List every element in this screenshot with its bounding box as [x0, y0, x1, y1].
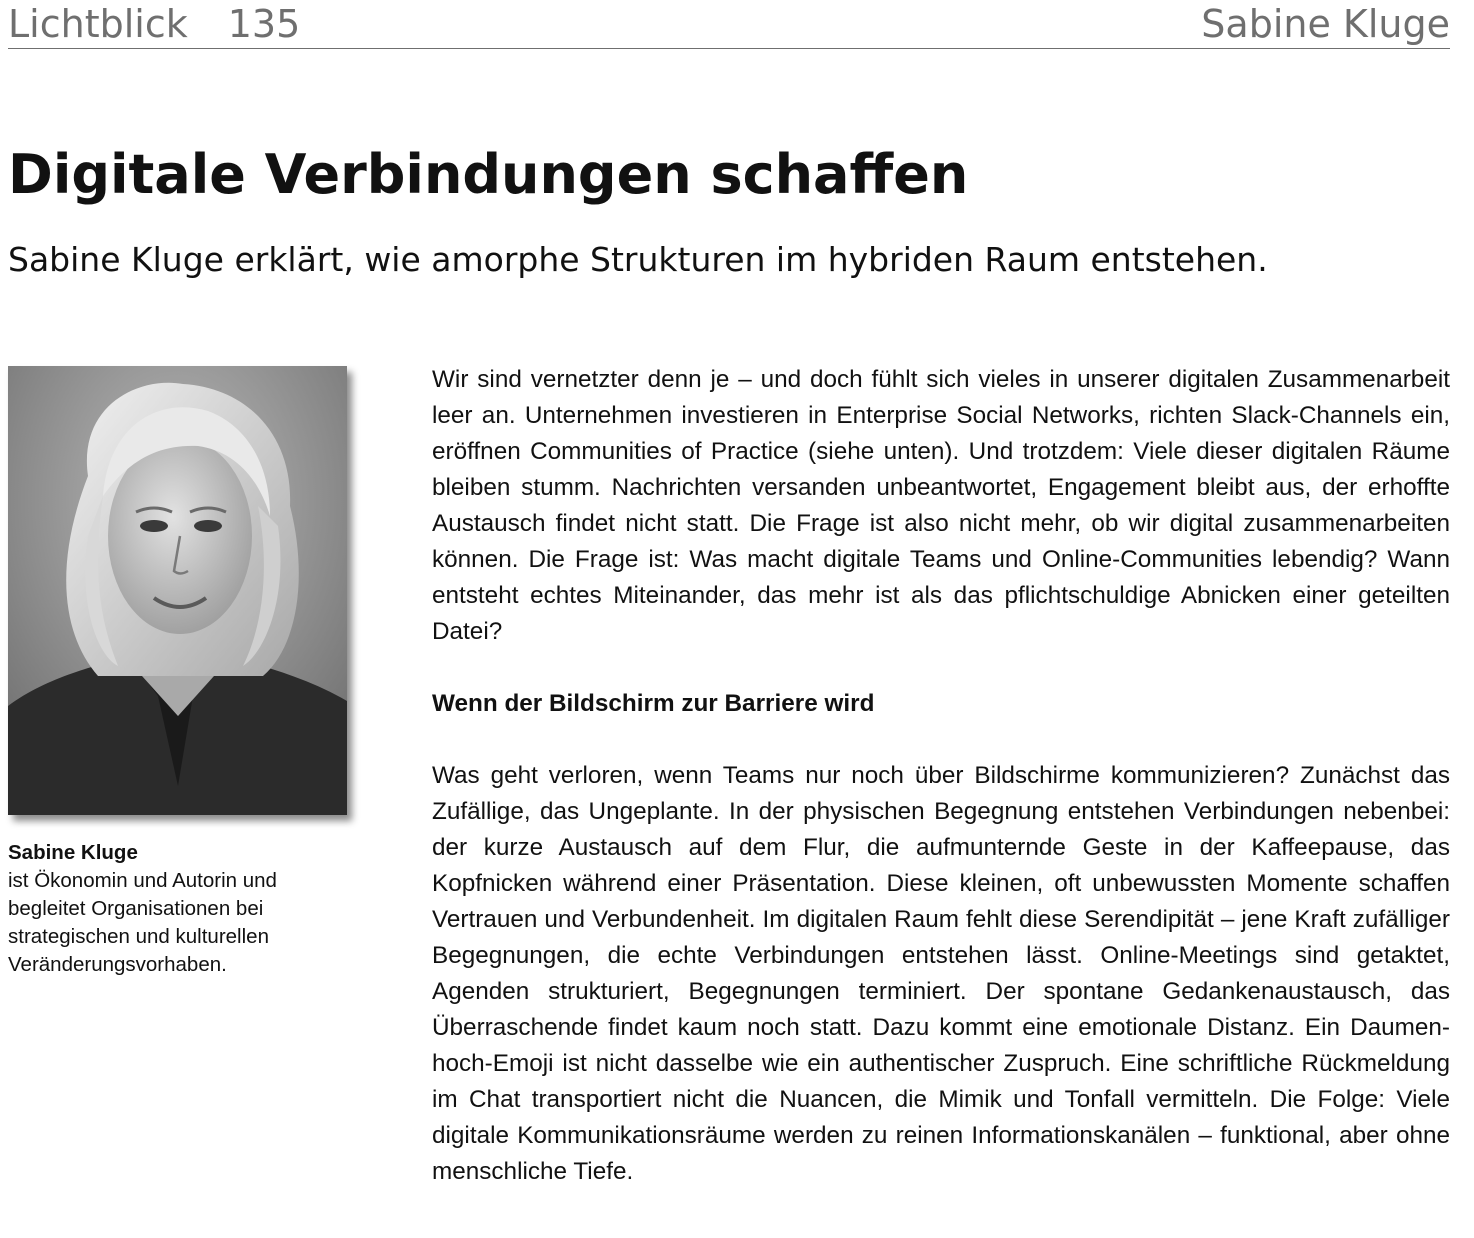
article-body — [432, 362, 1450, 1190]
portrait-caption — [8, 839, 343, 979]
header-author: Sabine Kluge — [1201, 2, 1450, 46]
caption-text: ist Ökonomin und Autorin und begleitet Organisationen bei strategischen und kulturellen Veränderungsvorhaben. — [8, 869, 277, 976]
author-portrait — [8, 366, 347, 815]
article-title: Digitale Verbindungen schaffen — [8, 143, 969, 206]
header-left — [8, 0, 300, 48]
article-subtitle: Sabine Kluge erklärt, wie amorphe Strukturen im hybriden Raum entstehen. — [8, 240, 1268, 279]
running-header — [8, 0, 1450, 49]
section-heading: Wenn der Bildschirm zur Barriere wird — [432, 690, 875, 717]
caption-name: Sabine Kluge — [8, 841, 138, 864]
publication-name: Lichtblick — [8, 2, 188, 46]
page-number: 135 — [227, 2, 301, 46]
body-paragraph: Was geht verloren, wenn Teams nur noch über Bildschirme kommunizieren? Zunächst das Zufällige, das Ungeplante. In der physischen Begegnung entstehen Verbindungen nebenbei: der kurze Austausch auf dem Flur, die aufmunternde Geste in der Kaffeepause, das Kopfnicken während einer Präsentation. Diese kleinen, oft unbewussten Momente schaffen Vertrauen und Verbundenheit. Im digitalen Raum fehlt diese Serendipität – jene Kraft zufälliger Begegnungen, die echte Verbindungen entstehen lässt. Online-Meetings sind getaktet, Agenden strukturiert, Begegnungen terminiert. Der spontane Gedankenaustausch, das Überraschende findet kaum noch statt. Dazu kommt eine emotionale Distanz. Ein Daumen-hoch-Emoji ist nicht dasselbe wie ein authentischer Zuspruch. Eine schriftliche Rückmeldung im Chat transportiert nicht die Nuancen, die Mimik und Tonfall vermitteln. Die Folge: Viele digitale Kommunikationsräume werden zu reinen Informationskanälen – funktional, aber ohne menschliche Tiefe. — [432, 762, 1450, 1185]
body-paragraph: Wir sind vernetzter denn je – und doch fühlt sich vieles in unserer digitalen Zusammenarbeit leer an. Unternehmen investieren in Enterprise Social Networks, richten Slack-Channels ein, eröffnen Communities of Practice (siehe unten). Und trotzdem: Viele dieser digitalen Räume bleiben stumm. Nachrichten versanden unbeantwortet, Engagement bleibt aus, der erhoffte Austausch findet nicht statt. Die Frage ist also nicht mehr, ob wir digital zusammenarbeiten können. Die Frage ist: Was macht digitale Teams und Online-Communities lebendig? Wann entsteht echtes Miteinander, das mehr ist als das pflichtschuldige Abnicken einer geteilten Datei? — [432, 366, 1450, 645]
